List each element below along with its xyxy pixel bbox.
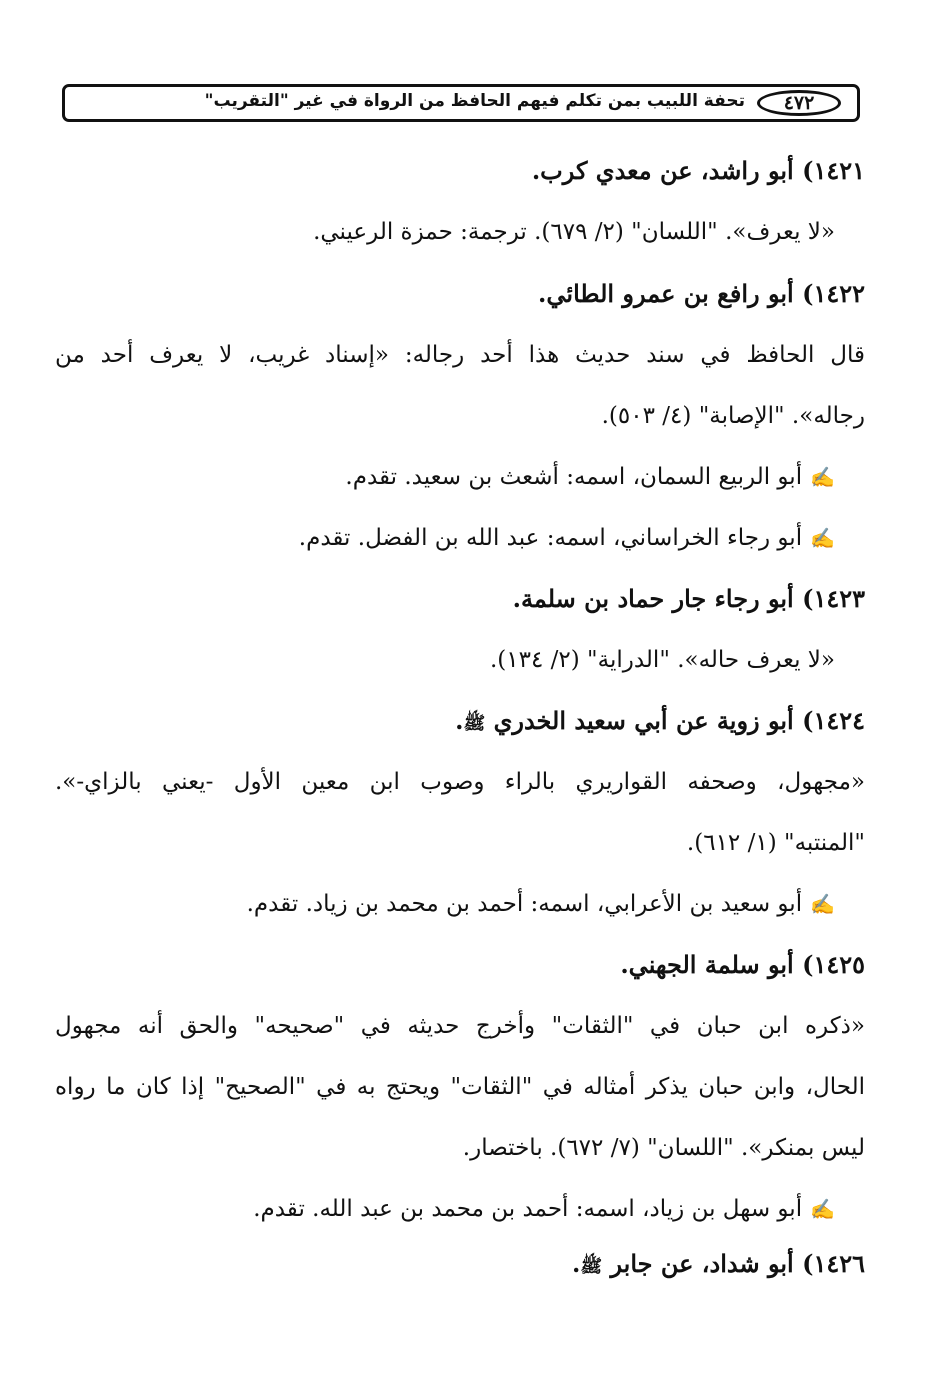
pen-icon: ✍	[810, 526, 835, 550]
entry-1424-note-line1: «مجهول، وصحفه القواريري بالراء وصوب ابن معين الأول -يعني بالزاي-».	[55, 769, 865, 795]
header-title: تحفة اللبيب بمن تكلم فيهم الحافظ من الرواة في غير "التقريب"	[204, 91, 745, 111]
cross-reference: ✍أبو سعيد بن الأعرابي، اسمه: أحمد بن محمد بن زياد. تقدم.	[247, 888, 835, 920]
entry-1421-note: «لا يعرف». "اللسان" (٢/ ٦٧٩). ترجمة: حمزة الرعيني.	[313, 219, 835, 245]
entry-1421-heading: ١٤٢١) أبو راشد، عن معدي كرب.	[531, 156, 865, 185]
entry-1425-note-line1: «ذكره ابن حبان في "الثقات" وأخرج حديثه في "صحيحه" والحق أنه مجهول	[55, 1013, 865, 1039]
cross-reference: ✍أبو رجاء الخراساني، اسمه: عبد الله بن الفضل. تقدم.	[299, 522, 835, 554]
pen-icon: ✍	[810, 892, 835, 916]
honorific-glyph: ﷺ	[580, 1256, 603, 1277]
entry-1423-heading: ١٤٢٣) أبو رجاء جار حماد بن سلمة.	[512, 584, 865, 613]
running-header	[62, 84, 860, 122]
entry-1422-heading: ١٤٢٢) أبو رافع بن عمرو الطائي.	[538, 279, 865, 308]
entry-1423-note: «لا يعرف حاله». "الدراية" (٢/ ١٣٤).	[489, 647, 835, 673]
entry-1426-heading: ١٤٢٦) أبو شداد، عن جابر ﷺ.	[571, 1249, 865, 1278]
entry-1425-note-line2: الحال، وابن حبان يذكر أمثاله في "الثقات" ويحتج به في "الصحيح" إذا كان ما رواه	[55, 1074, 865, 1100]
entry-1425-note-line3: ليس بمنكر». "اللسان" (٧/ ٦٧٢). باختصار.	[462, 1135, 865, 1161]
honorific-glyph: ﷺ	[463, 713, 486, 734]
entry-1424-note-line2: "المنتبه" (١/ ٦١٢).	[686, 830, 865, 856]
entry-1424-heading: ١٤٢٤) أبو زوية عن أبي سعيد الخدري ﷺ.	[455, 706, 865, 735]
pen-icon: ✍	[810, 1197, 835, 1221]
pen-icon: ✍	[810, 465, 835, 489]
cross-reference: ✍أبو الربيع السمان، اسمه: أشعث بن سعيد. تقدم.	[345, 461, 835, 493]
entry-1425-heading: ١٤٢٥) أبو سلمة الجهني.	[620, 950, 865, 979]
entry-1422-note-line2: رجاله». "الإصابة" (٤/ ٥٠٣).	[601, 403, 865, 429]
page-number: ٤٧٢	[757, 90, 841, 116]
entry-1422-note-line1: قال الحافظ في سند حديث هذا أحد رجاله: «إسناد غريب، لا يعرف أحد من	[55, 342, 865, 368]
cross-reference: ✍أبو سهل بن زياد، اسمه: أحمد بن محمد بن عبد الله. تقدم.	[253, 1193, 835, 1225]
